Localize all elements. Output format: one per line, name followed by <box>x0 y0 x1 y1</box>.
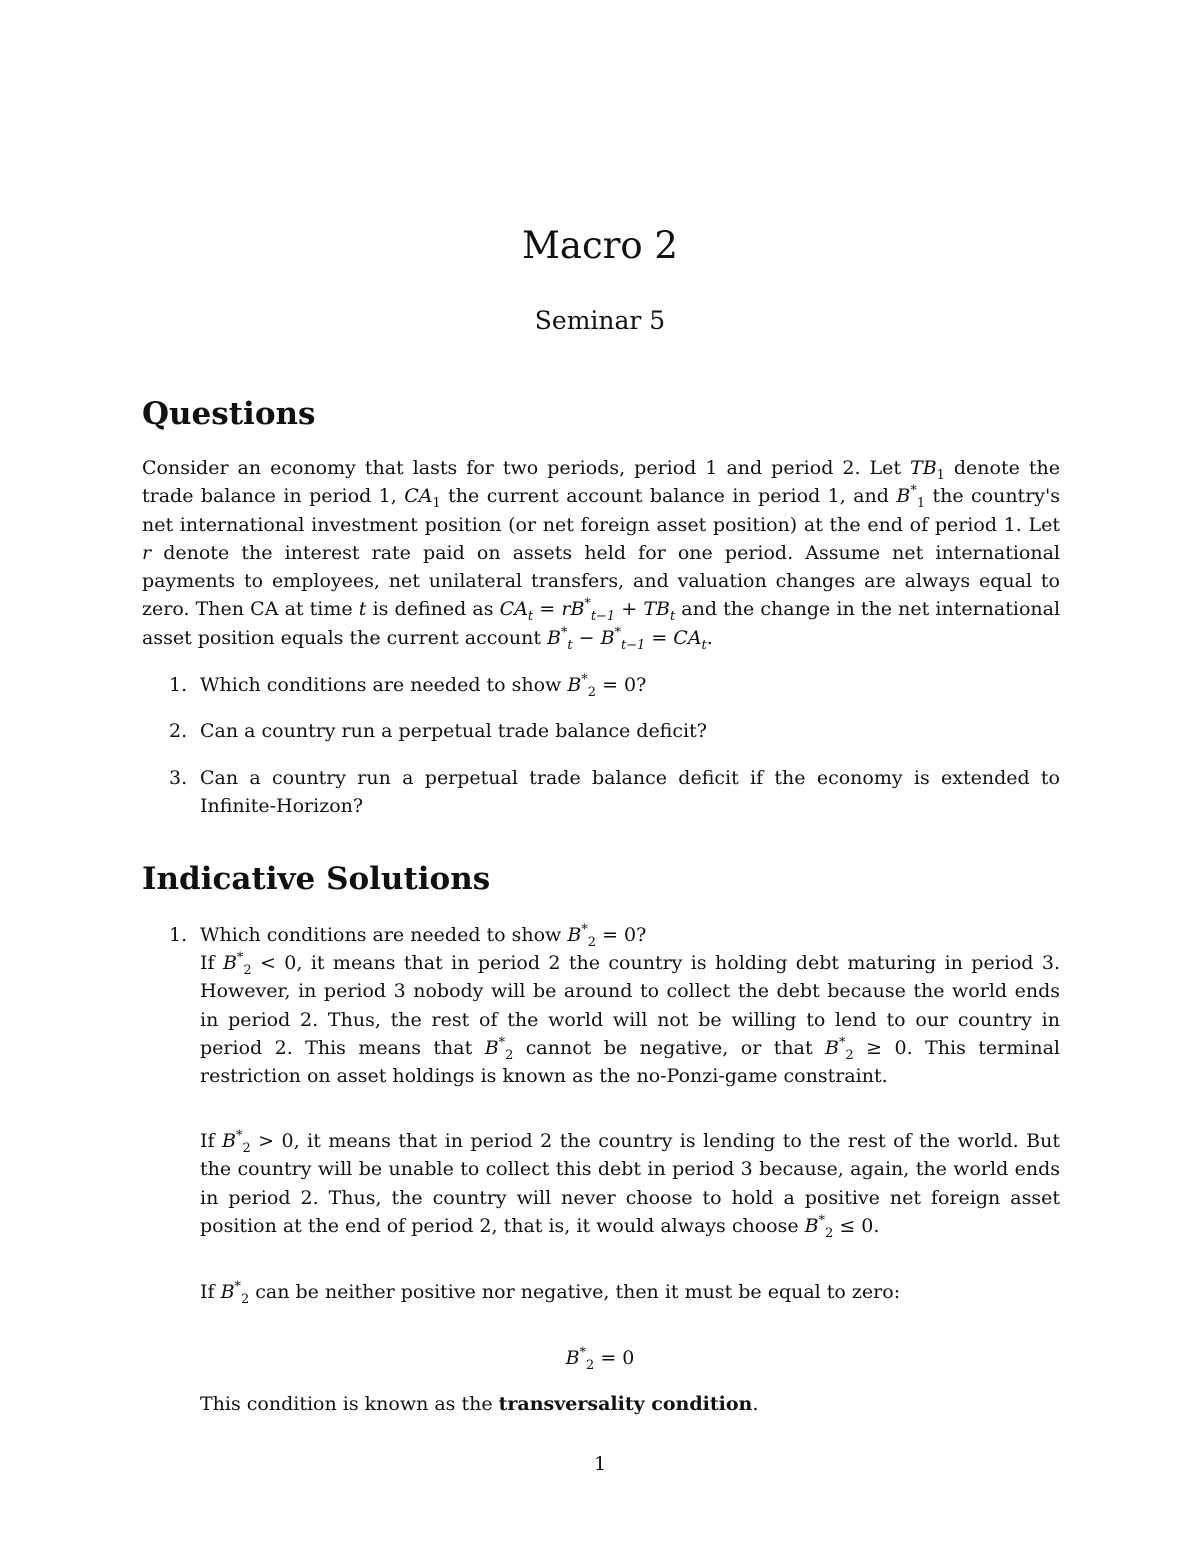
math-b2-star-eq-zero: $B^*_2 = 0$ <box>567 922 637 950</box>
transversality-term: transversality condition <box>498 1393 753 1415</box>
math-b1-star: $B^*_1$ <box>896 483 926 512</box>
page-number: 1 <box>593 1453 607 1475</box>
document-title: Macro 2 <box>522 224 678 267</box>
solutions-heading: Indicative Solutions <box>142 861 491 897</box>
document-subtitle: Seminar 5 <box>534 306 666 335</box>
question-item-3: 3. Can a country run a perpetual trade balance deficit if the economy is extended to Infinite-Horizon? <box>142 764 1060 821</box>
math-ca-definition: $CA_t = rB^*_{t-1} + TB_t$ <box>499 597 676 625</box>
question-number: 3. <box>169 767 188 789</box>
math-t: t <box>358 598 367 621</box>
question-item-1: 1. Which conditions are needed to show $B^*_2 = 0$? <box>169 672 647 700</box>
question-item-2: 2. Can a country run a perpetual trade balance deficit? <box>142 717 1060 745</box>
solution-paragraph-negative: If $B^*_2 < 0$, it means that in period 2 the country is holding debt maturing in period 3. However, in period 3 nobody will be around to collect the debt because the world ends in period 2. Thus, the rest of the world will not be willing to lend to our country in period 2. This means that $B^*_2$ cannot be negative, or that $B^*_2 \ge 0$. This terminal restriction on asset holdings is known as the no-Ponzi-game constraint. <box>200 950 1060 1088</box>
math-nfa-change: $B^*_t - B^*_{t-1} = CA_t$ <box>547 625 707 653</box>
math-r: r <box>142 541 152 564</box>
questions-heading: Questions <box>142 396 316 432</box>
solution-paragraph-zero: If $B^*_2$ can be neither positive nor negative, then it must be equal to zero: <box>200 1279 901 1307</box>
math-b2-star-eq-zero: $B^*_2 = 0$ <box>567 672 637 700</box>
math-tb1: $TB_1$ <box>910 457 945 483</box>
solution-item-1: 1. Which conditions are needed to show $B^*_2 = 0$? <box>169 922 647 950</box>
questions-intro: Consider an economy that lasts for two periods, period 1 and period 2. Let $TB_1$ denote the trade balance in period 1, $CA_1$ the current account balance in period 1, and $B^*_1$ the country's net international investment position (or net foreign asset position) at the end of period 1. Let r denote the interest rate paid on assets held for one period. Assume net international payments to employees, net unilateral transfers, and valuation changes are always equal to zero. Then CA at time t is defined as $CA_t = rB^*_{t-1} + TB_t$ and the change in the net international asset position equals the current account $B^*_t - B^*_{t-1} = CA_t$. <box>142 457 1061 653</box>
solution-number: 1. <box>169 924 188 946</box>
solution-paragraph-positive: If $B^*_2 > 0$, it means that in period 2 the country is lending to the rest of the world. But the country will be unable to collect this debt in period 3 because, again, the world ends in period 2. Thus, the country will never choose to hold a positive net foreign asset position at the end of period 2, that is, it would always choose $B^*_2 \le 0$. <box>200 1128 1061 1241</box>
question-number: 2. <box>169 720 188 742</box>
transversality-sentence: This condition is known as the transversality condition. <box>200 1393 759 1415</box>
transversality-equation: $B^*_2 = 0$ <box>565 1345 635 1373</box>
question-number: 1. <box>169 674 188 696</box>
math-ca1: $CA_1$ <box>404 485 441 512</box>
